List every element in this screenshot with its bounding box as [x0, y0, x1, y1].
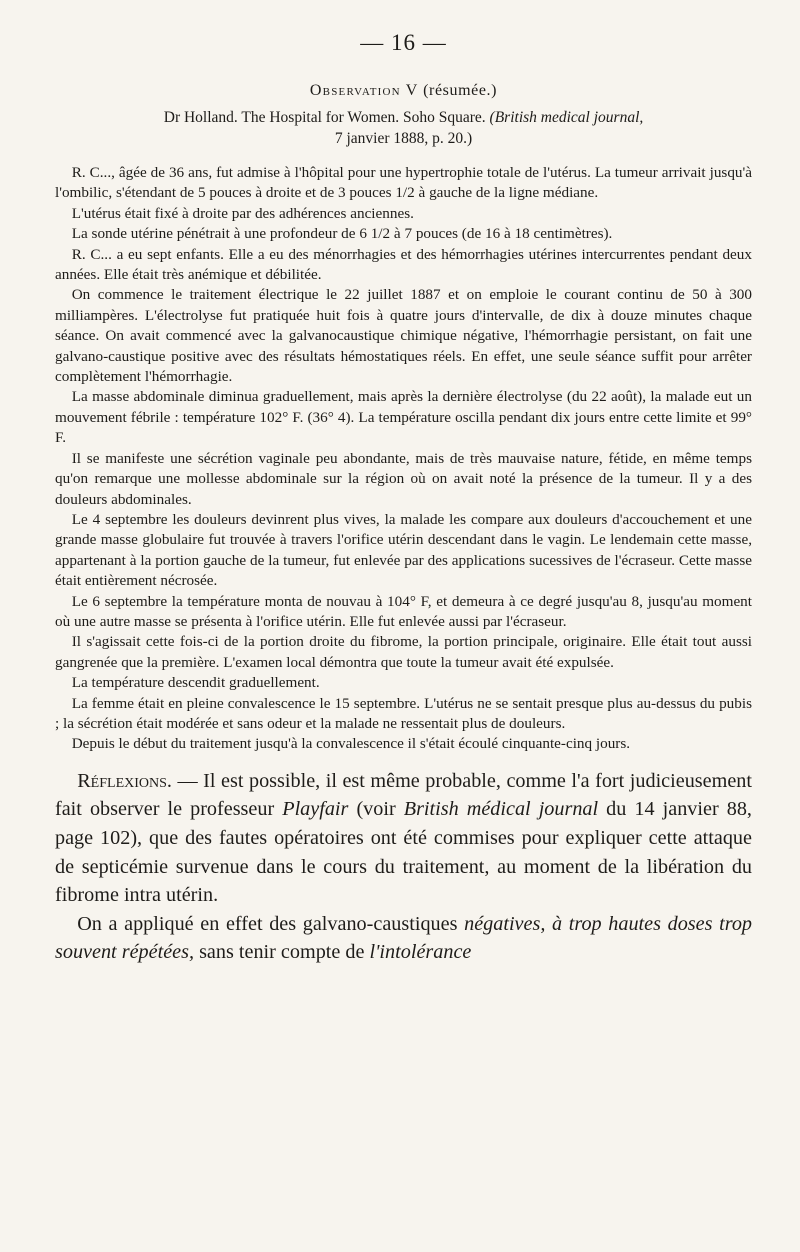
paragraph: La femme était en pleine convalescence le 15 septembre. L'utérus ne se sentait presque plus au-dessus du pubis ; la sécrétion était modérée et sans odeur et la malade ne ressentait plus de douleurs.	[55, 694, 752, 732]
observation-title	[55, 82, 752, 100]
reflexions-author: Playfair	[282, 798, 349, 821]
paragraph: R. C... a eu sept enfants. Elle a eu des ménorrhagies et des hémorrhagies utérines intercurrentes pendant deux années. Elle était très anémique et débilitée.	[55, 245, 752, 284]
observation-body	[55, 163, 752, 755]
source-citation	[55, 107, 752, 149]
reflexions-text: sans tenir compte de	[194, 941, 370, 964]
observation-title-lead: Observation V	[309, 82, 419, 99]
reflexions-emphasis: l'intolérance	[369, 941, 472, 964]
source-journal: (British medical journal,	[489, 109, 644, 126]
page-number: — 16 —	[360, 30, 447, 55]
reflexions-paragraph-1	[55, 767, 752, 910]
reflexions-emphasis: négatives, à trop hautes doses trop souvent répétées,	[55, 912, 753, 964]
reflexions-paragraph-2	[55, 910, 752, 967]
paragraph: Le 4 septembre les douleurs devinrent plus vives, la malade les compare aux douleurs d'accouchement et une grande masse globulaire fut trouvée à travers l'orifice utérin descendant dans le vagin. Le lendemain cette masse, appartenant à la portion gauche de la tumeur, fut enlevée par des applications sucessives de l'écraseur. Cette masse était entièrement nécrosée.	[55, 510, 752, 590]
paragraph: La température descendit graduellement.	[71, 674, 320, 692]
paragraph: On commence le traitement électrique le 22 juillet 1887 et on emploie le courant continu de 50 à 300 milliampères. L'électrolyse fut pratiquée huit fois à quatre jours d'intervalle, de dix à douze minutes chaque séance. On avait commencé avec la galvanocaustique chimique négative, l'hémorrhagie persistant, on fait une galvano-caustique positive avec des résultats hémostatiques réels. En effet, une seule séance suffit pour arrêter complètement l'hémorrhagie.	[55, 286, 752, 386]
paragraph: Le 6 septembre la température monta de nouvau à 104° F, et demeura à ce degré jusqu'au 8, jusqu'au moment où une autre masse se présenta à l'orifice utérin. Elle fut enlevée aussi par l'écraseur.	[55, 592, 752, 630]
paragraph: La sonde utérine pénétrait à une profondeur de 6 1/2 à 7 pouces (de 16 à 18 centimètres).	[71, 225, 613, 243]
reflexions-text: du 14 janvier 88, page 102), que des fautes opératoires ont été commises pour expliquer cette attaque de septicémie survenue dans le cours du traitement, au moment de la libération du fibrome intra utérin.	[55, 798, 752, 907]
paragraph: Il s'agissait cette fois-ci de la portion droite du fibrome, la portion principale, originaire. Elle était tout aussi gangrenée que la première. L'examen local démontra que toute la tumeur avait été expulsée.	[55, 633, 752, 671]
paragraph: Il se manifeste une sécrétion vaginale peu abondante, mais de très mauvaise nature, fétide, en même temps qu'on remarque une mollesse abdominale sur la région où on avait noté la présence de la tumeur. Il y a des douleurs abdominales.	[55, 449, 752, 508]
paragraph: Depuis le début du traitement jusqu'à la convalescence il s'était écoulé cinquante-cinq jours.	[71, 735, 631, 753]
paragraph: L'utérus était fixé à droite par des adhérences anciennes.	[71, 204, 414, 222]
reflexions-text: On a appliqué en effet des galvano-caustiques	[77, 912, 465, 935]
reflexions-text: — Il est possible, il est même probable, comme l'a fort judicieusement fait observer le professeur	[55, 769, 752, 821]
reflexions-section	[55, 767, 752, 967]
paragraph: La masse abdominale diminua graduellement, mais après la dernière électrolyse (du 22 août), la malade eut un mouvement fébrile : température 102° F. (36° 4). La température oscilla pendant dix jours entre cette limite et 99° F.	[55, 388, 752, 447]
reflexions-heading: Réflexions.	[77, 769, 172, 792]
reflexions-journal: British médical journal	[403, 798, 599, 821]
source-author: Dr Holland. The Hospital for Women. Soho Square.	[163, 109, 486, 126]
observation-title-tail: (résumée.)	[423, 82, 498, 99]
source-date: 7 janvier 1888, p. 20.)	[334, 130, 473, 147]
reflexions-text: (voir	[348, 798, 404, 821]
paragraph: R. C..., âgée de 36 ans, fut admise à l'hôpital pour une hypertrophie totale de l'utérus. La tumeur arrivait jusqu'à l'ombilic, s'étendant de 5 pouces à droite et de 3 pouces 1/2 à gauche de la ligne médiane.	[55, 164, 752, 202]
